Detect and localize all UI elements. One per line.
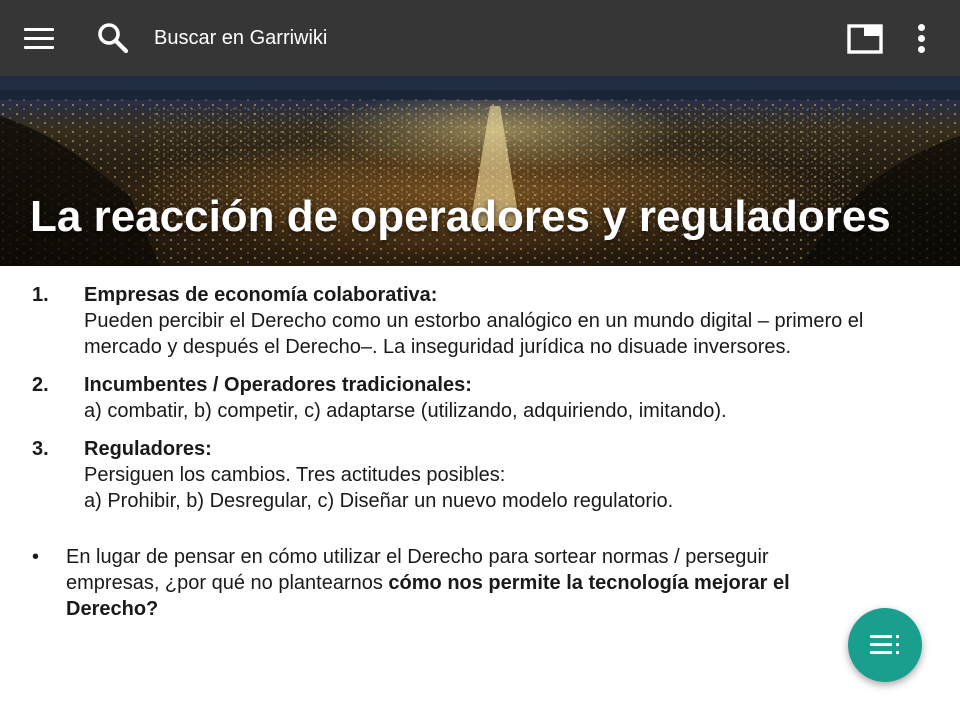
tabs-icon[interactable] bbox=[846, 22, 884, 56]
list-item bbox=[30, 282, 940, 360]
hero-banner-image bbox=[0, 76, 960, 266]
table-of-contents-icon bbox=[870, 632, 902, 658]
list-item-text: a) combatir, b) competir, c) adaptarse (utilizando, adquiriendo, imitando). bbox=[84, 400, 727, 422]
bullet-text: En lugar de pensar en cómo utilizar el Derecho para sortear normas / perseguir empresas, ¿por qué no plantearnos bbox=[66, 546, 769, 594]
table-of-contents-button[interactable] bbox=[848, 608, 922, 682]
search-icon[interactable] bbox=[96, 21, 130, 55]
article-content bbox=[30, 282, 940, 622]
bullet-symbol: • bbox=[32, 546, 40, 568]
list-item-text: a) Prohibir, b) Desregular, c) Diseñar un nuevo modelo regulatorio. bbox=[84, 490, 674, 512]
app-bar bbox=[0, 0, 960, 76]
more-vertical-icon[interactable] bbox=[906, 18, 938, 58]
bullet-paragraph bbox=[30, 544, 830, 622]
page-title: La reacción de operadores y reguladores bbox=[30, 192, 891, 241]
list-item bbox=[30, 436, 940, 514]
list-number: 3. bbox=[32, 438, 49, 460]
hamburger-menu-icon[interactable] bbox=[22, 22, 56, 56]
list-item-heading: Incumbentes / Operadores tradicionales: bbox=[84, 374, 472, 396]
list-item-heading: Reguladores: bbox=[84, 438, 212, 460]
list-item-text: Pueden percibir el Derecho como un estorbo analógico en un mundo digital – primero el mercado y después el Derecho–. La inseguridad jurídica no disuade inversores. bbox=[84, 310, 864, 358]
list-item-text: Persiguen los cambios. Tres actitudes posibles: bbox=[84, 464, 506, 486]
search-input[interactable] bbox=[140, 22, 700, 54]
numbered-list bbox=[30, 282, 940, 514]
list-item bbox=[30, 372, 940, 424]
list-item-heading: Empresas de economía colaborativa: bbox=[84, 284, 438, 306]
bullet-text-emphasis: cómo nos permite la tecnología mejorar el Derecho? bbox=[66, 572, 790, 620]
list-number: 2. bbox=[32, 374, 49, 396]
list-number: 1. bbox=[32, 284, 49, 306]
